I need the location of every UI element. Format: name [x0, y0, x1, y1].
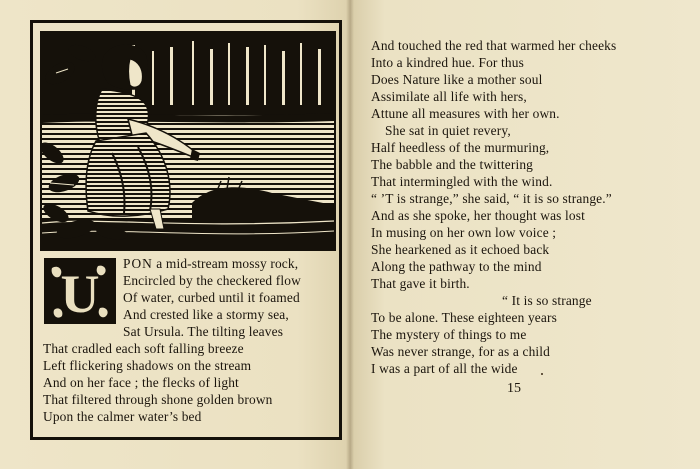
right-line-1: And touched the red that warmed her cheeks	[371, 38, 617, 53]
left-line-8: And on her face ; the flecks of light	[43, 375, 239, 390]
right-line-17: To be alone. These eighteen years	[371, 310, 557, 325]
right-line-2: Into a kindred hue. For thus	[371, 55, 524, 70]
right-line-18: The mystery of things to me	[371, 327, 527, 342]
right-line-14: Along the pathway to the mind	[371, 259, 542, 274]
left-line-4: And crested like a stormy sea,	[123, 307, 289, 322]
svg-text:U: U	[60, 264, 100, 322]
drop-cap-initial	[44, 258, 116, 324]
left-line-2: Encircled by the checkered flow	[123, 273, 301, 288]
left-line-1-lead: PON	[123, 256, 153, 271]
right-line-16: “ It is so strange	[502, 293, 592, 308]
right-line-7: Half heedless of the murmuring,	[371, 140, 550, 155]
page-number: 15	[507, 381, 521, 396]
right-line-15: That gave it birth.	[371, 276, 470, 291]
left-line-7: Left flickering shadows on the stream	[43, 358, 252, 373]
left-line-1	[123, 255, 298, 272]
ink-speck	[541, 373, 543, 375]
left-line-10: Upon the calmer water’s bed	[43, 409, 202, 424]
right-line-11: And as she spoke, her thought was lost	[371, 208, 585, 223]
right-line-10: “ ’T is strange,” she said, “ it is so strange.”	[371, 191, 612, 206]
woodcut-illustration	[40, 31, 336, 251]
left-line-1-rest: a mid-stream mossy rock,	[152, 256, 299, 271]
right-line-13: She hearkened as it echoed back	[371, 242, 550, 257]
right-line-19: Was never strange, for as a child	[371, 344, 550, 359]
right-line-5: Attune all measures with her own.	[371, 106, 560, 121]
right-line-4: Assimilate all life with hers,	[371, 89, 527, 104]
left-line-5: Sat Ursula. The tilting leaves	[123, 324, 284, 339]
page-gutter	[346, 0, 354, 469]
right-line-8: The babble and the twittering	[371, 157, 534, 172]
right-line-12: In musing on her own low voice ;	[371, 225, 557, 240]
left-line-6: That cradled each soft falling breeze	[43, 341, 244, 356]
left-line-3: Of water, curbed until it foamed	[123, 290, 300, 305]
left-line-9: That filtered through shone golden brown	[43, 392, 273, 407]
right-line-6: She sat in quiet revery,	[385, 123, 511, 138]
right-line-20: I was a part of all the wide	[371, 361, 518, 376]
right-line-9: That intermingled with the wind.	[371, 174, 553, 189]
right-line-3: Does Nature like a mother soul	[371, 72, 543, 87]
